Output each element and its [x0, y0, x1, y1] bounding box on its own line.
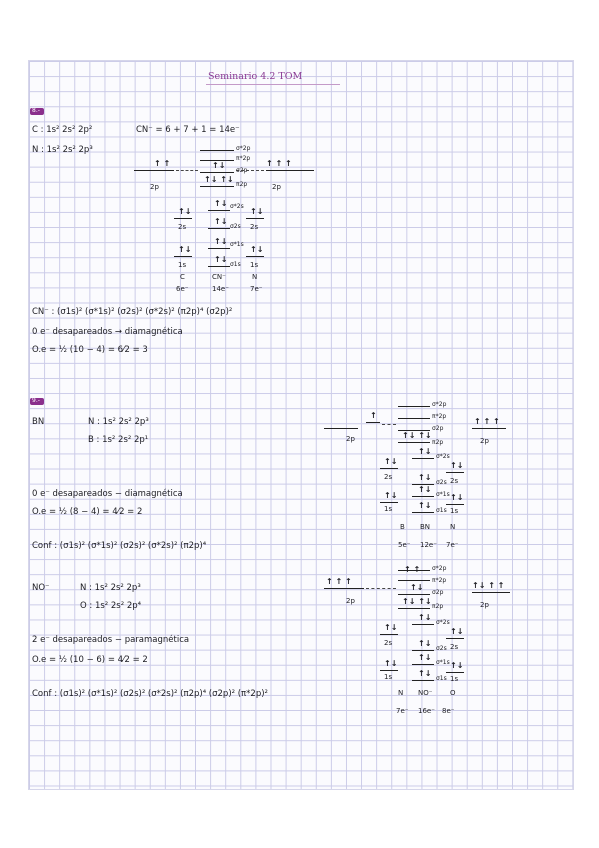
no-col-left-electrons: 7e⁻	[396, 707, 409, 715]
bn-col-right-atom: N	[450, 523, 456, 531]
no-ao-1s-right-electrons: ↑↓	[450, 661, 464, 670]
no-mo-sigma-star-1s-label: σ*1s	[436, 659, 450, 666]
no-mo-pi-2p-label: π2p	[432, 603, 444, 610]
no-mo-sigma-1s-label: σ1s	[436, 675, 447, 682]
bn-col-right-electrons: 7e⁻	[446, 541, 459, 549]
ao-2p-right	[266, 170, 314, 171]
mo-pi-2p-electrons: ↑↓ ↑↓	[204, 175, 234, 184]
mo-sigma-1s-label: σ1s	[230, 261, 241, 268]
mo-pi-star-2p-label: π*2p	[236, 155, 251, 162]
no-ao-2p-right-electrons: ↑↓ ↑ ↑	[472, 581, 505, 590]
mo-2p-connector-right	[236, 170, 264, 171]
no-ao-2p-left-electrons: ↑ ↑ ↑	[326, 577, 352, 586]
bn-ao-2p-left-electrons: ↑	[370, 411, 377, 420]
no-ao-2s-right-label: 2s	[450, 643, 459, 651]
no-col-mid-electrons: 16e⁻	[418, 707, 435, 715]
ao-2p-left-label: 2p	[150, 183, 159, 191]
no-ao-2p-right-label: 2p	[480, 601, 489, 609]
no-mo-sigma-1s-electrons: ↑↓	[418, 669, 432, 678]
no-mo-sigma-2s-label: σ2s	[436, 645, 447, 652]
no-configuration: Conf : (σ1s)² (σ*1s)² (σ2s)² (σ*2s)² (π2p)⁴ (σ2p)² (π*2p)²	[32, 689, 268, 699]
bn-mo-sigma-star-1s-label: σ*1s	[436, 491, 450, 498]
no-mo-pi-star-2p	[398, 580, 430, 581]
ao-1s-left	[174, 256, 192, 257]
mo-sigma-2s-electrons: ↑↓	[214, 217, 228, 226]
col-mid-electrons: 14e⁻	[212, 285, 229, 293]
ao-2s-right	[246, 218, 264, 219]
bn-ao-1s-left-electrons: ↑↓	[384, 491, 398, 500]
bn-mo-pi-star-2p	[398, 418, 430, 419]
bn-mo-sigma-star-1s	[412, 496, 434, 497]
bn-mo-sigma-star-1s-electrons: ↑↓	[418, 485, 432, 494]
no-label: NO⁻	[32, 583, 50, 593]
bn-ao-2s-left	[380, 468, 398, 469]
bn-boron-configuration: B : 1s² 2s² 2p¹	[88, 435, 149, 445]
mo-sigma-star-2p-label: σ*2p	[236, 145, 251, 152]
no-ao-2p-left	[324, 588, 364, 589]
bn-mo-sigma-2s-label: σ2s	[436, 479, 447, 486]
bn-col-mid-electrons: 12e⁻	[420, 541, 437, 549]
no-mo-sigma-star-2s-label: σ*2s	[436, 619, 450, 626]
bn-mo-pi-star-2p-label: π*2p	[432, 413, 447, 420]
bn-mo-pi-2p	[398, 442, 430, 443]
col-mid-molecule: CN⁻	[212, 273, 226, 281]
mo-pi-2p-label: π2p	[236, 181, 248, 188]
bn-label: BN	[32, 417, 45, 427]
ao-1s-right-label: 1s	[250, 261, 259, 269]
no-ao-1s-left-electrons: ↑↓	[384, 659, 398, 668]
no-mo-sigma-star-2s	[412, 624, 434, 625]
mo-sigma-star-2p	[200, 150, 234, 151]
bn-ao-2p-right-electrons: ↑ ↑ ↑	[474, 417, 500, 426]
cn-bond-order: O.e = ½ (10 − 4) = 6⁄2 = 3	[32, 345, 148, 355]
bn-mo-sigma-2s-electrons: ↑↓	[418, 473, 432, 482]
ao-2s-left	[174, 218, 192, 219]
exercise-9-tag-label: 9.-	[32, 397, 40, 404]
mo-sigma-star-2s	[208, 210, 230, 211]
bn-mo-sigma-star-2p	[398, 406, 430, 407]
no-ao-2s-right-electrons: ↑↓	[450, 627, 464, 636]
bn-ao-2s-right	[446, 472, 464, 473]
page-title: Seminario 4.2 TOM	[208, 71, 303, 82]
bn-mo-2p-connector	[382, 424, 396, 425]
ao-2p-right-electrons: ↑ ↑ ↑	[266, 159, 292, 168]
electron-count: CN⁻ = 6 + 7 + 1 = 14e⁻	[136, 125, 240, 135]
bn-ao-1s-right-label: 1s	[450, 507, 459, 515]
mo-sigma-star-1s	[208, 248, 230, 249]
no-ao-2s-left-label: 2s	[384, 639, 393, 647]
no-mo-pi-star-2p-label: π*2p	[432, 577, 447, 584]
mo-sigma-2s	[208, 228, 230, 229]
bn-ao-2p-left-filled	[366, 422, 380, 423]
bn-ao-2p-right	[472, 428, 506, 429]
no-ao-1s-left-label: 1s	[384, 673, 393, 681]
no-mo-pi-2p-electrons: ↑↓ ↑↓	[402, 597, 432, 606]
ao-2p-right-label: 2p	[272, 183, 281, 191]
no-mo-sigma-2s-electrons: ↑↓	[418, 639, 432, 648]
bn-ao-1s-left-label: 1s	[384, 505, 393, 513]
bn-ao-2p-left-label: 2p	[346, 435, 355, 443]
bn-configuration: Conf : (σ1s)² (σ*1s)² (σ2s)² (σ*2s)² (π2p)⁴	[32, 541, 207, 551]
no-mo-sigma-2s	[412, 650, 434, 651]
no-mo-sigma-star-2s-electrons: ↑↓	[418, 613, 432, 622]
no-mo-sigma-star-2p-label: σ*2p	[432, 565, 447, 572]
carbon-configuration: C : 1s² 2s² 2p²	[32, 125, 93, 135]
ao-2s-right-label: 2s	[250, 223, 259, 231]
bn-mo-pi-2p-label: π2p	[432, 439, 444, 446]
no-col-left-atom: N	[398, 689, 404, 697]
no-mo-sigma-star-1s	[412, 664, 434, 665]
bn-ao-2s-left-electrons: ↑↓	[384, 457, 398, 466]
bn-mo-pi-2p-electrons: ↑↓ ↑↓	[402, 431, 432, 440]
no-ao-2s-right	[446, 638, 464, 639]
mo-sigma-2p-label: σ2p	[236, 167, 248, 174]
bn-mo-sigma-2p-label: σ2p	[432, 425, 444, 432]
no-mo-sigma-2p-label: σ2p	[432, 589, 444, 596]
bn-ao-1s-right-electrons: ↑↓	[450, 493, 464, 502]
bn-magnetism: 0 e⁻ desapareados − diamagnética	[32, 489, 183, 499]
mo-sigma-star-2s-label: σ*2s	[230, 203, 244, 210]
title-underline	[206, 84, 340, 85]
bn-col-mid-molecule: BN	[420, 523, 431, 531]
ao-1s-right	[246, 256, 264, 257]
no-mo-sigma-2p	[398, 594, 430, 595]
mo-sigma-1s	[208, 266, 230, 267]
cn-magnetism: 0 e⁻ desapareados → diamagnética	[32, 327, 183, 337]
no-ao-1s-right-label: 1s	[450, 675, 459, 683]
mo-sigma-1s-electrons: ↑↓	[214, 255, 228, 264]
ao-1s-right-electrons: ↑↓	[250, 245, 264, 254]
no-mo-sigma-star-1s-electrons: ↑↓	[418, 653, 432, 662]
no-ao-2s-left	[380, 634, 398, 635]
no-mo-sigma-1s	[412, 680, 434, 681]
ao-2s-left-electrons: ↑↓	[178, 207, 192, 216]
bn-mo-sigma-star-2s-label: σ*2s	[436, 453, 450, 460]
no-mo-sigma-star-2p	[398, 570, 430, 571]
mo-sigma-star-2s-electrons: ↑↓	[214, 199, 228, 208]
no-mo-2p-connector	[366, 588, 396, 589]
mo-sigma-2s-label: σ2s	[230, 223, 241, 230]
bn-ao-2s-right-label: 2s	[450, 477, 459, 485]
no-col-right-electrons: 8e⁻	[442, 707, 455, 715]
bn-ao-1s-right	[446, 504, 464, 505]
ao-1s-left-electrons: ↑↓	[178, 245, 192, 254]
nitrogen-configuration: N : 1s² 2s² 2p³	[32, 145, 93, 155]
col-right-electrons: 7e⁻	[250, 285, 263, 293]
bn-ao-2s-left-label: 2s	[384, 473, 393, 481]
no-ao-2p-left-label: 2p	[346, 597, 355, 605]
no-col-mid-molecule: NO⁻	[418, 689, 433, 697]
bn-ao-2s-right-electrons: ↑↓	[450, 461, 464, 470]
mo-sigma-2p	[200, 172, 234, 173]
bn-mo-sigma-star-2s	[412, 458, 434, 459]
no-nitrogen-configuration: N : 1s² 2s² 2p³	[80, 583, 141, 593]
no-ao-2s-left-electrons: ↑↓	[384, 623, 398, 632]
bn-mo-sigma-star-2s-electrons: ↑↓	[418, 447, 432, 456]
col-left-electrons: 6e⁻	[176, 285, 189, 293]
bn-mo-sigma-1s	[412, 512, 434, 513]
bn-ao-2p-left	[324, 428, 358, 429]
no-bond-order: O.e = ½ (10 − 6) = 4⁄2 = 2	[32, 655, 148, 665]
no-ao-2p-right	[472, 592, 510, 593]
bn-mo-sigma-star-2p-label: σ*2p	[432, 401, 447, 408]
mo-pi-2p	[200, 186, 234, 187]
bn-col-left-electrons: 5e⁻	[398, 541, 411, 549]
mo-sigma-star-1s-label: σ*1s	[230, 241, 244, 248]
ao-2p-left-electrons: ↑ ↑	[154, 159, 171, 168]
no-mo-pi-star-2p-electrons: ↑ ↑	[404, 565, 421, 574]
ao-2s-left-label: 2s	[178, 223, 187, 231]
no-oxygen-configuration: O : 1s² 2s² 2p⁴	[80, 601, 142, 611]
cn-configuration: CN⁻ : (σ1s)² (σ*1s)² (σ2s)² (σ*2s)² (π2p)⁴ (σ2p)²	[32, 307, 233, 317]
bn-mo-sigma-1s-label: σ1s	[436, 507, 447, 514]
no-ao-1s-left	[380, 670, 398, 671]
ao-1s-left-label: 1s	[178, 261, 187, 269]
mo-sigma-2p-electrons: ↑↓	[212, 161, 226, 170]
bn-col-left-atom: B	[400, 523, 405, 531]
no-ao-1s-right	[446, 672, 464, 673]
bn-mo-sigma-1s-electrons: ↑↓	[418, 501, 432, 510]
exercise-8-tag-label: 8.-	[32, 107, 40, 114]
mo-sigma-star-1s-electrons: ↑↓	[214, 237, 228, 246]
bn-bond-order: O.e = ½ (8 − 4) = 4⁄2 = 2	[32, 507, 143, 517]
col-left-atom: C	[180, 273, 185, 281]
mo-2p-connector-left	[176, 170, 198, 171]
no-col-right-atom: O	[450, 689, 456, 697]
col-right-atom: N	[252, 273, 258, 281]
no-mo-pi-2p	[398, 608, 430, 609]
no-magnetism: 2 e⁻ desapareados − paramagnética	[32, 635, 190, 645]
bn-ao-2p-right-label: 2p	[480, 437, 489, 445]
bn-ao-1s-left	[380, 502, 398, 503]
bn-nitrogen-configuration: N : 1s² 2s² 2p³	[88, 417, 149, 427]
ao-2p-left	[134, 170, 174, 171]
ao-2s-right-electrons: ↑↓	[250, 207, 264, 216]
no-mo-sigma-2p-electrons: ↑↓	[410, 583, 424, 592]
